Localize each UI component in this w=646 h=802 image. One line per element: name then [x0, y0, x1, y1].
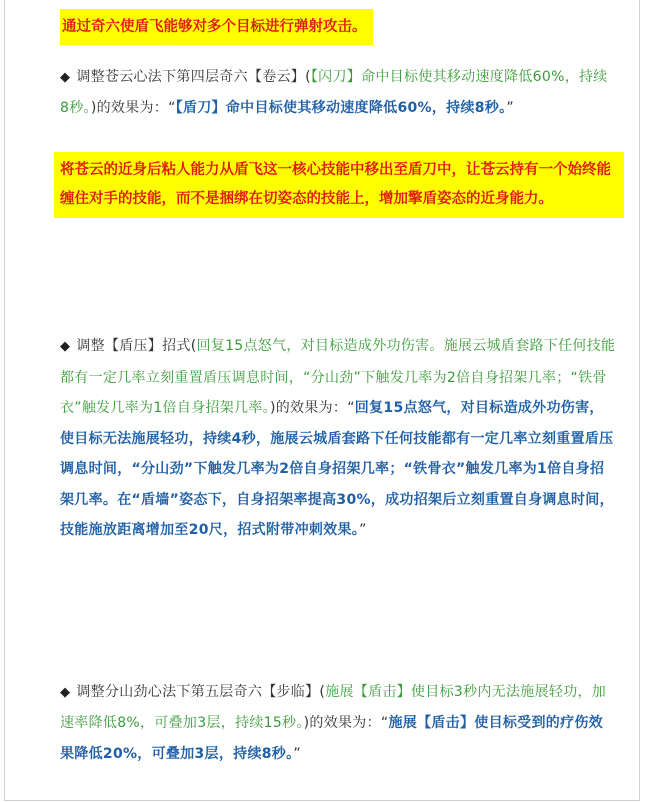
bullet-icon: ◆ — [60, 685, 71, 700]
section3-new-effect: 施展【盾击】使目标受到的疗伤效果降低20%，可叠加3层，持续8秒。 — [60, 715, 603, 762]
section-dunya — [60, 331, 616, 546]
section3-prefix: 调整分山劲心法下第五层奇六【步临】( — [76, 684, 326, 700]
section2-suffix: ” — [359, 522, 367, 538]
section2-new-effect: 回复15点怒气，对目标造成外功伤害，使目标无法施展轻功，持续4秒，施展云城盾套路下任何技能都有一定几率立刻重置盾压调息时间，“分山劲”下触发几率为2倍自身招架几率；“铁骨衣”触发几率为1倍自身招架几率。在“盾墙”姿态下，自身招架率提高30%，成功招架后立刻重置自身调息时间，技能施放距离增加至20尺，招式附带冲刺效果。 — [60, 400, 614, 538]
bullet-icon: ◆ — [60, 339, 71, 354]
section2-prefix: 调整【盾压】招式( — [76, 338, 197, 354]
design-note-highlight — [54, 152, 624, 218]
design-note-text: 将苍云的近身后粘人能力从盾飞这一核心技能中移出至盾刀中，让苍云持有一个始终能缠住对手的技能，而不是捆绑在切姿态的技能上，增加擎盾姿态的近身能力。 — [60, 162, 611, 207]
section1-new-effect: 【盾刀】命中目标使其移动速度降低60%，持续8秒。 — [175, 100, 507, 116]
section1-prefix: 调整苍云心法下第四层奇六【卷云】( — [76, 69, 311, 85]
bullet-icon: ◆ — [60, 70, 71, 85]
section3-mid: )的效果为：“ — [303, 715, 389, 731]
section3-suffix: ” — [293, 746, 301, 762]
intro-highlight: 通过奇六使盾飞能够对多个目标进行弹射攻击。 — [60, 9, 373, 45]
section1-old-effect: 【闪刀】命中目标使其移动速度降低60%，持续8秒。 — [60, 69, 608, 116]
section1-suffix: ” — [506, 100, 514, 116]
section2-mid: )的效果为：“ — [269, 400, 355, 416]
section-cangyun-juanyun — [60, 62, 616, 123]
section1-mid: )的效果为：“ — [90, 100, 176, 116]
section-bulin — [60, 677, 616, 770]
section2-old-effect: 回复15点怒气，对目标造成外功伤害。施展云城盾套路下任何技能都有一定几率立刻重置盾压调息时间，“分山劲”下触发几率为2倍自身招架几率；“铁骨衣”触发几率为1倍自身招架几率。 — [60, 338, 616, 416]
section3-old-effect: 施展【盾击】使目标3秒内无法施展轻功，加速率降低8%，可叠加3层，持续15秒。 — [60, 684, 607, 731]
